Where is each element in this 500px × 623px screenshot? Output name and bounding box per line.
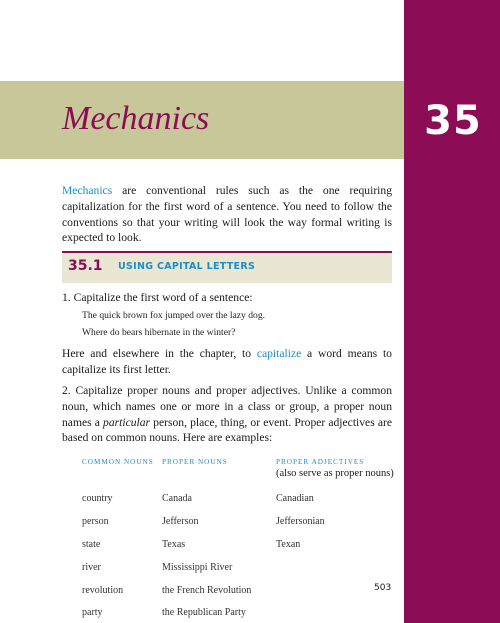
column-header-proper-nouns: PROPER NOUNS bbox=[162, 458, 228, 466]
note-text: Here and elsewhere in the chapter, to bbox=[62, 347, 257, 360]
intro-term: Mechanics bbox=[62, 184, 113, 197]
table-cell: state bbox=[82, 539, 101, 550]
section-heading bbox=[62, 251, 392, 283]
column-header-proper-adjectives: PROPER ADJECTIVES bbox=[276, 458, 365, 466]
intro-paragraph bbox=[62, 183, 392, 246]
rule-2 bbox=[62, 383, 392, 446]
rule-1: 1. Capitalize the first word of a sentence: bbox=[62, 291, 253, 304]
table-cell: Canada bbox=[162, 493, 192, 504]
note-term: capitalize bbox=[256, 347, 302, 360]
rule-2-text: 2. Capitalize proper nouns and proper adjectives. Unlike a common noun, which names one or more in a class or group, a proper noun names a bbox=[62, 384, 392, 429]
example-sentence: Where do bears hibernate in the winter? bbox=[82, 327, 236, 338]
table-cell: the French Revolution bbox=[162, 585, 252, 596]
chapter-number: 35 bbox=[424, 98, 482, 144]
example-sentence: The quick brown fox jumped over the lazy dog. bbox=[82, 310, 266, 321]
column-header-note: (also serve as proper nouns) bbox=[276, 468, 394, 479]
rule-2-emphasis: particular bbox=[103, 415, 151, 429]
table-cell: Canadian bbox=[276, 493, 314, 504]
capitalize-note bbox=[62, 346, 392, 378]
chapter-side-bar bbox=[404, 0, 500, 623]
rule-2-text: person, place, thing, or event. Proper adjectives are based on common nouns. Here are examples: bbox=[62, 415, 392, 445]
note-text: a word means to capitalize its first letter. bbox=[62, 347, 392, 376]
table-cell: party bbox=[82, 607, 103, 618]
table-cell: Jefferson bbox=[162, 516, 199, 527]
table-cell: Jeffersonian bbox=[276, 516, 325, 527]
table-cell: the Republican Party bbox=[162, 607, 246, 618]
table-cell: Texas bbox=[162, 539, 186, 550]
table-cell: revolution bbox=[82, 585, 124, 596]
table-cell: Mississippi River bbox=[162, 562, 233, 573]
column-header-common-nouns: COMMON NOUNS bbox=[82, 458, 154, 466]
table-cell: Texan bbox=[276, 539, 301, 550]
section-number: 35.1 bbox=[68, 258, 103, 274]
table-cell: country bbox=[82, 493, 113, 504]
table-cell: river bbox=[82, 562, 101, 573]
page-number: 503 bbox=[374, 583, 392, 593]
chapter-title: Mechanics bbox=[62, 100, 210, 137]
intro-text: are conventional rules such as the one requiring capitalization for the first word of a sentence. You need to follow the conventions so that your writing will look the way formal writing is expected to look. bbox=[62, 184, 392, 245]
section-title: USING CAPITAL LETTERS bbox=[118, 261, 256, 272]
table-cell: person bbox=[82, 516, 109, 527]
